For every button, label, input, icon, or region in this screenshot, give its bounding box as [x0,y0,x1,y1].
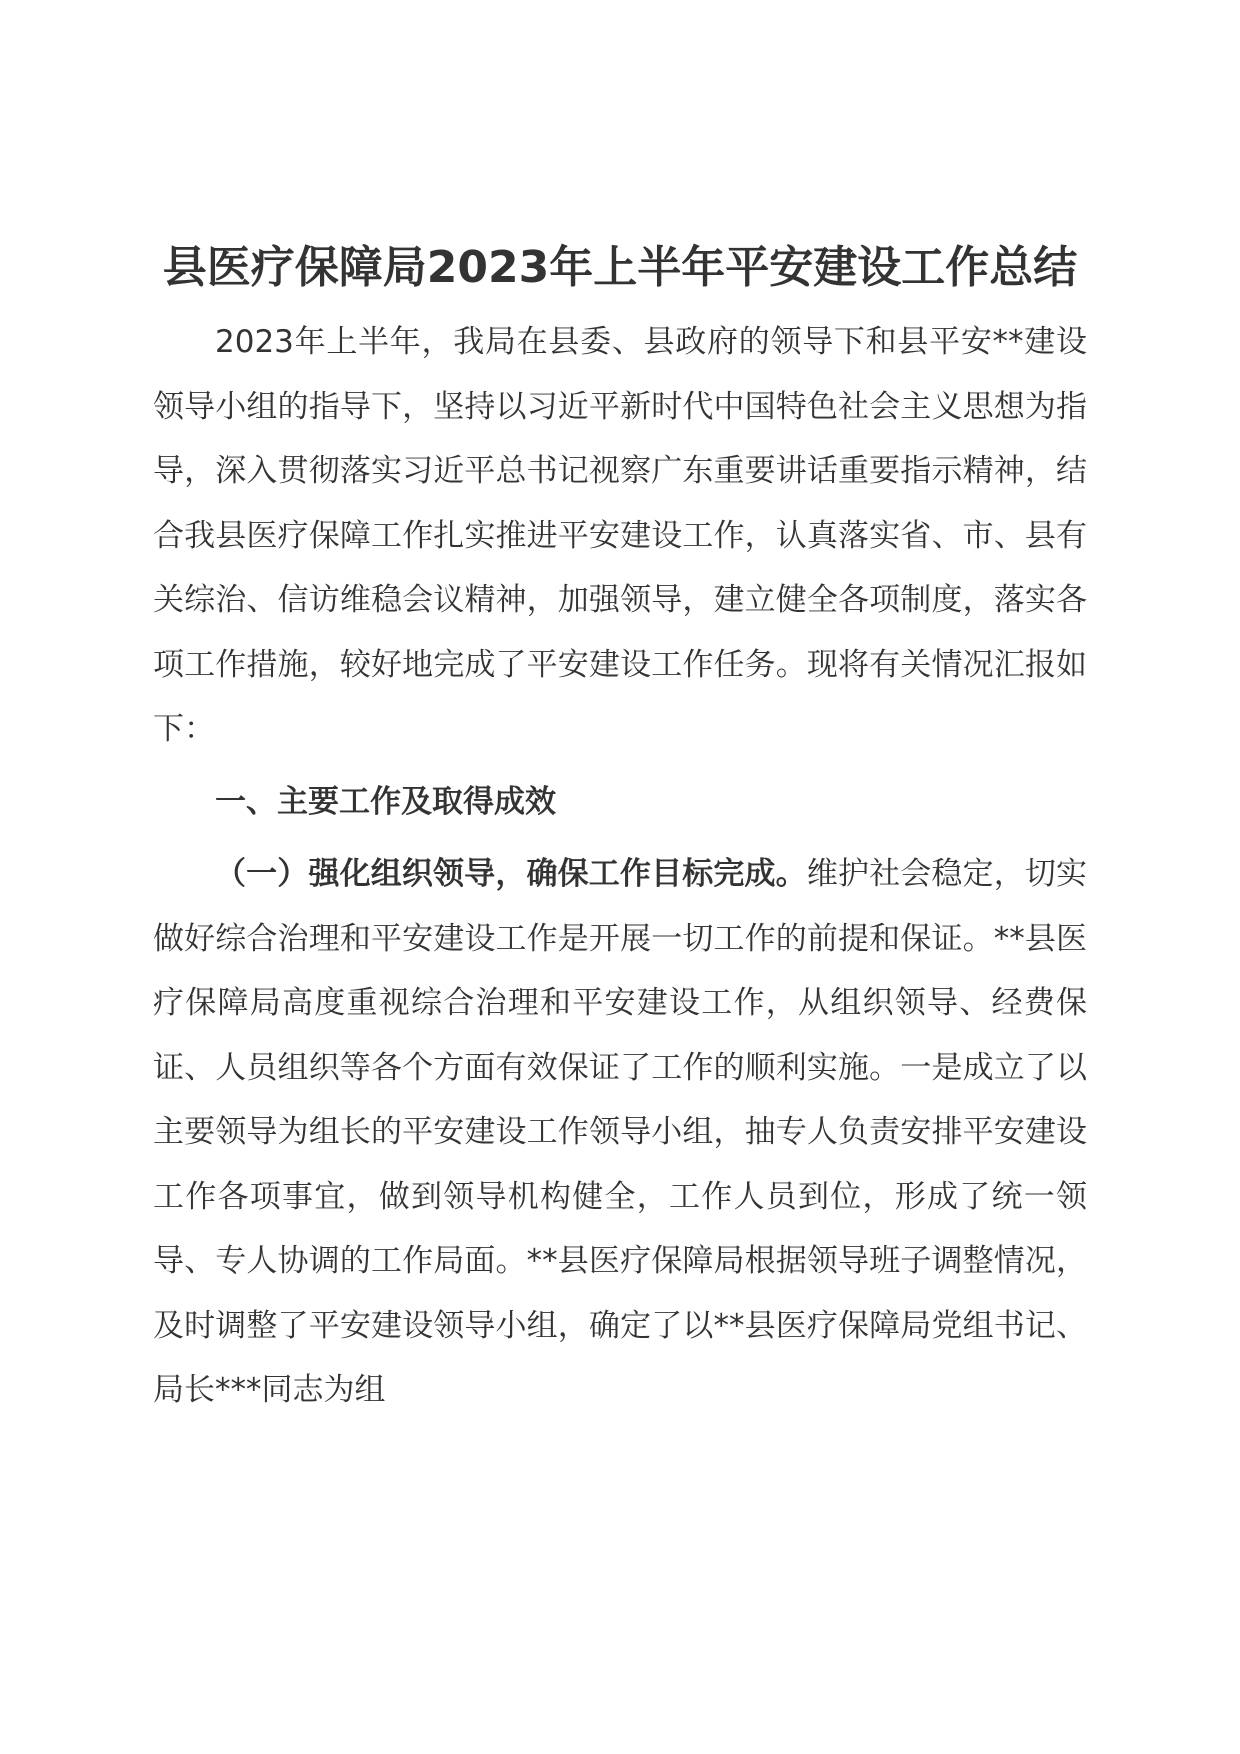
document-page [153,236,1087,1423]
paragraph-lead-heading: （一）强化组织领导，确保工作目标完成。 [215,856,807,892]
paragraph-body-text: 维护社会稳定，切实做好综合治理和平安建设工作是开展一切工作的前提和保证。**县医疗保障局高度重视综合治理和平安建设工作，从组织领导、经费保证、人员组织等各个方面有效保证了工作的顺利实施。一是成立了以主要领导为组长的平安建设工作领导小组，抽专人负责安排平安建设工作各项事宜，做到领导机构健全，工作人员到位，形成了统一领导、专人协调的工作局面。**县医疗保障局根据领导班子调整情况，及时调整了平安建设领导小组，确定了以**县医疗保障局党组书记、局长***同志为组 [153,856,1088,1408]
intro-paragraph: 2023年上半年，我局在县委、县政府的领导下和县平安**建设领导小组的指导下，坚持以习近平新时代中国特色社会主义思想为指导，深入贯彻落实习近平总书记视察广东重要讲话重要指示精神，结合我县医疗保障工作扎实推进平安建设工作，认真落实省、市、县有关综治、信访维稳会议精神，加强领导，建立健全各项制度，落实各项工作措施，较好地完成了平安建设工作任务。现将有关情况汇报如下： [153,324,1087,747]
document-title: 县医疗保障局2023年上半年平安建设工作总结 [162,242,1078,293]
body-paragraph [153,842,1087,1423]
section-heading: 一、主要工作及取得成效 [215,783,556,820]
